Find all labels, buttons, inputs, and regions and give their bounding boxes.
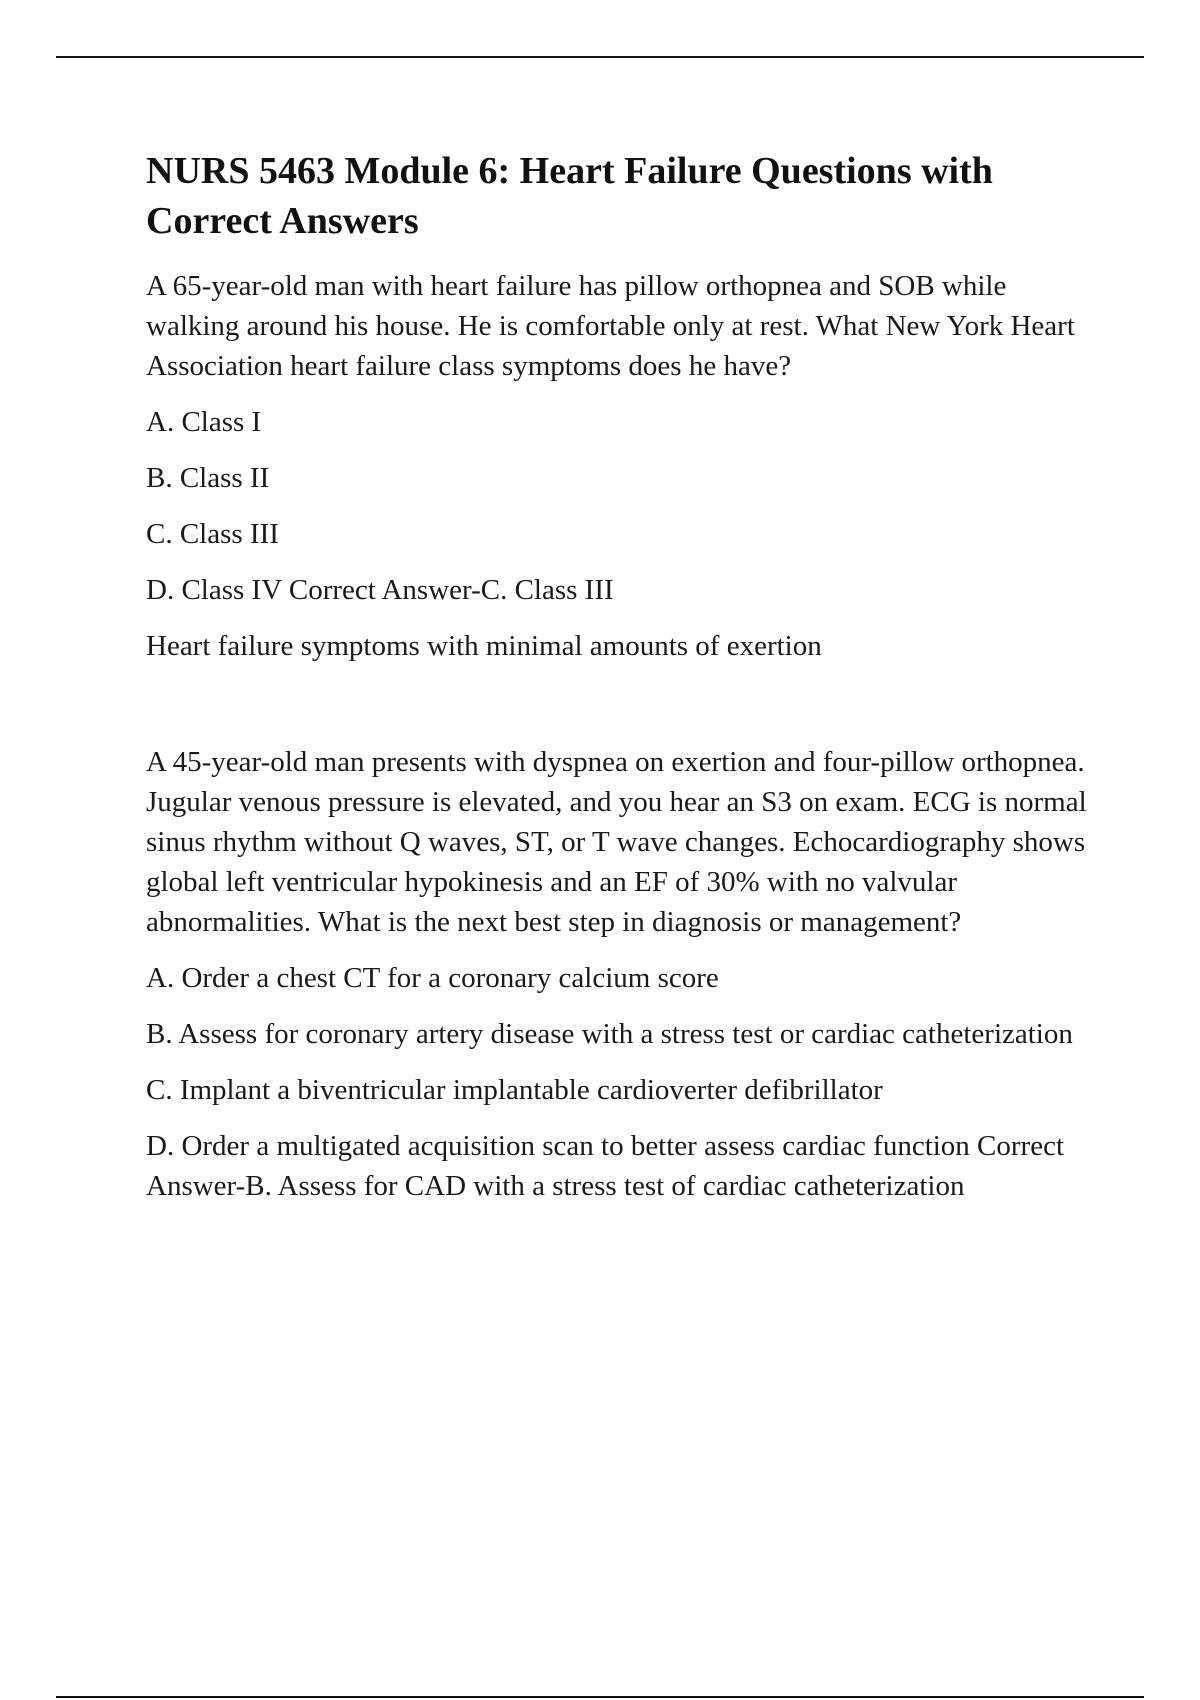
question-1-option-b: B. Class II	[146, 462, 270, 494]
question-1-option-a: A. Class I	[146, 406, 262, 438]
header-rule	[56, 56, 1144, 58]
question-1-option-c: C. Class III	[146, 518, 279, 550]
question-2	[146, 742, 1106, 1206]
question-1	[146, 266, 1106, 666]
question-1-stem: A 65-year-old man with heart failure has pillow orthopnea and SOB while walking around his house. He is comfortable only at rest. What New York Heart Association heart failure class symptoms does he have?	[146, 270, 1075, 382]
document-title: NURS 5463 Module 6: Heart Failure Questions with Correct Answers	[146, 150, 993, 242]
question-2-stem: A 45-year-old man presents with dyspnea on exertion and four-pillow orthopnea. Jugular venous pressure is elevated, and you hear an S3 on exam. ECG is normal sinus rhythm without Q waves, ST, or T wave changes. Echocardiography shows global left ventricular hypokinesis and an EF of 30% with no valvular abnormalities. What is the next best step in diagnosis or management?	[146, 746, 1087, 938]
question-2-option-d: D. Order a multigated acquisition scan to better assess cardiac function Correct Answer-B. Assess for CAD with a stress test of cardiac catheterization	[146, 1130, 1065, 1202]
footer-rule	[56, 1696, 1144, 1698]
question-1-explanation: Heart failure symptoms with minimal amounts of exertion	[146, 630, 822, 662]
question-1-option-d: D. Class IV Correct Answer-C. Class III	[146, 574, 614, 606]
question-2-option-c: C. Implant a biventricular implantable cardioverter defibrillator	[146, 1074, 883, 1106]
question-2-option-a: A. Order a chest CT for a coronary calcium score	[146, 962, 719, 994]
document-body	[146, 146, 1106, 1222]
section-spacer	[146, 682, 1106, 742]
question-2-option-b: B. Assess for coronary artery disease with a stress test or cardiac catheterization	[146, 1018, 1073, 1050]
